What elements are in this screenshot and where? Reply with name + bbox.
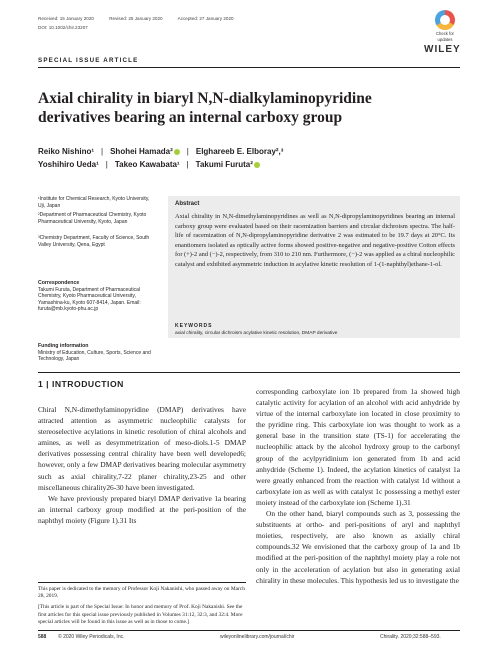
badge-label-1: Check for [436, 31, 454, 36]
journal-url[interactable]: wileyonlinelibrary.com/journal/chir [220, 634, 295, 640]
badge-label-2: updates [437, 37, 453, 42]
title-line-1: Axial chirality in biaryl N,N-dialkylaminopyridine [38, 90, 372, 107]
header-rule [38, 67, 460, 68]
footer-rule [38, 630, 460, 631]
received-date: Received: 15 January 2020 [38, 16, 94, 21]
keywords-heading: KEYWORDS [175, 323, 213, 329]
check-updates-icon [435, 10, 455, 30]
orcid-icon[interactable] [174, 149, 180, 155]
page-number: 588 [38, 634, 47, 640]
paragraph: On the other hand, biaryl compounds such as 3, possessing the substituents at ortho- and peri-positions of aryl and naphthyl moieties, respectively, are also known as axially chiral compounds.32 We envisioned that the carboxy group of 1a and 1b modified at the peri-position of the naphthyl moiety play a role not only in the acceleration of acylation but also in generating axial chirality in these molecules. This hypothesis led us to investigate the [256, 509, 460, 585]
funding-heading: Funding information [38, 343, 89, 349]
authors-row-2: Yoshihiro Ueda¹ | Takeo Kawabata¹ | Takumi Furuta² [38, 160, 260, 169]
footnote-rule [38, 582, 246, 583]
authors-row-1: Reiko Nishino¹ | Shohei Hamada² | Elghareeb E. Elboray²,³ [38, 147, 284, 156]
author-name[interactable]: Reiko Nishino¹ [38, 147, 95, 156]
revised-date: Revised: 25 January 2020 [109, 16, 163, 21]
paragraph: corresponding carboxylate ion 1b prepared from 1a showed high catalytic activity for acylation of an alcohol with acid anhydride by virtue of the internal carboxylate ion located in close proximity to the pyridine ring. This carboxylate ion was thought to work as a general base in the transition state (TS-1) for accelerating the nucleophilic attack by the alcohol hydroxy group to the carbonyl group of the acylpyridinium ion generated from 1b and acid anhydride (Scheme 1). Indeed, the acylation kinetics of catalyst 1a were greatly enhanced from the reaction with catalyst 1d without a carboxylate ion as well as with catalyst 1c possessing a methyl ester moiety instead of the carboxylate ion (Scheme 1).31 [256, 387, 460, 507]
funding [38, 343, 156, 363]
correspondence-text: Takumi Furuta, Department of Pharmaceutical Chemistry, Kyoto Pharmaceutical University, Yamashina-ku, Kyoto 607-8414, Japan. Email: furuta@mb.kyoto-phu.ac.jp [38, 286, 141, 313]
affiliation-3: ³Chemistry Department, Faculty of Science, South Valley University, Qena, Egypt [38, 235, 150, 248]
copyright: © 2020 Wiley Periodicals, Inc. [58, 634, 125, 640]
affiliation-2: ²Department of Pharmaceutical Chemistry, Kyoto Pharmaceutical University, Kyoto, Japan [38, 212, 147, 225]
paragraph: We have previously prepared biaryl DMAP derivative 1a bearing an internal carboxy group modified at the peri-position of the naphthyl moiety (Figure 1).31 Its [38, 493, 246, 525]
abstract-heading: Abstract [175, 201, 200, 207]
correspondence-heading: Correspondence [38, 280, 80, 286]
history-line [38, 16, 248, 21]
affiliation-1: ¹Institute for Chemical Research, Kyoto University, Uji, Japan [38, 196, 150, 209]
author-name[interactable]: Shohei Hamada² [110, 147, 173, 156]
publisher-logo: WILEY [424, 44, 461, 55]
author-name[interactable]: Elghareeb E. Elboray²,³ [195, 147, 284, 156]
check-updates-badge[interactable] [428, 10, 462, 46]
correspondence [38, 280, 156, 313]
footnotes [38, 586, 246, 630]
article-title [38, 89, 458, 127]
paragraph: Chiral N,N-dimethylaminopyridine (DMAP) derivatives have attracted attention as asymmetric nucleophilic catalysts for stereoselective acylations in kinetic resolution of chiral alcohols and amines, as well as desymmetrization of meso-diols.1-5 DMAP derivatives possessing central chirality have been well developed6; however, only a few DMAP derivatives bearing molecular asymmetry such as axial chirality,7-22 planer chirality,23-25 and other miscellaneous chirality26-30 have been investigated. [38, 405, 246, 492]
author-name[interactable]: Takumi Furuta² [195, 160, 253, 169]
doi[interactable]: DOI: 10.1002/chir.23207 [38, 25, 88, 30]
abstract-box [168, 196, 460, 338]
orcid-icon[interactable] [254, 162, 260, 168]
citation: Chirality. 2020;32:588–593. [380, 634, 441, 640]
accepted-date: Accepted: 27 January 2020 [177, 16, 234, 21]
abstract-text: Axial chirality in N,N-dimethylaminopyridines as well as N,N-dipropylaminopyridines bearing an internal carboxy group were evaluated based on their racemization barriers and circular dichroism spectra. The half-life of racemization of N,N-dipropylaminopyridine derivative 2 was estimated to be 19.7 days at 20°C. Its enantiomers isolated as optically active forms showed positive-negative and negative-positive Cotton effects for (+)-2 and (−)-2, respectively, from 310 to 210 nm. Furthermore, (−)-2 was applied as a chiral nucleophilic catalyst and exhibited asymmetric induction in acylative kinetic resolution of 1-(1-naphthyl)ethane-1-ol. [175, 213, 455, 268]
author-name[interactable]: Yoshihiro Ueda¹ [38, 160, 99, 169]
title-line-2: derivatives bearing an internal carboxy group [38, 109, 343, 126]
section-rule [38, 372, 460, 373]
funding-text: Ministry of Education, Culture, Sports, Science and Technology, Japan [38, 349, 151, 363]
intro-heading: 1 | INTRODUCTION [38, 379, 124, 389]
right-column [256, 386, 460, 586]
left-column [38, 404, 246, 526]
footnote-dedication: This paper is dedicated to the memory of Professor Koji Nakanishi, who passed away on March 28, 2019. [38, 586, 245, 600]
keywords: axial chirality, circular dichroism acylative kinetic resolution, DMAP derivative [175, 331, 338, 336]
footnote-special-issue: [This article is part of the Special Issue: In honor and memory of Prof. Koji Nakanishi. See the first articles for this special issue previously published in Volumes 31:12, 32:3, and 32:4. More special articles will be found in this issue as well as in those to come.] [38, 604, 243, 625]
section-label: SPECIAL ISSUE ARTICLE [38, 57, 139, 64]
author-name[interactable]: Takeo Kawabata¹ [114, 160, 180, 169]
